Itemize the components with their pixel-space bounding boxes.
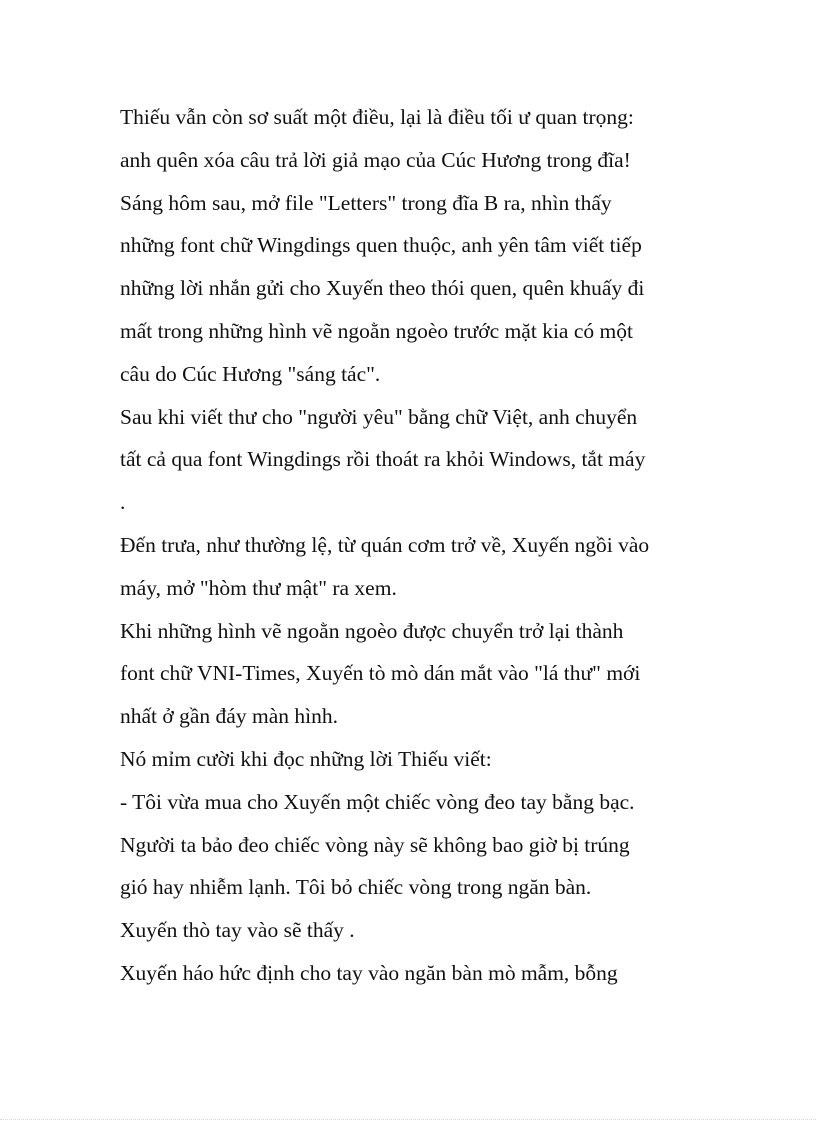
text-line: Nó mỉm cười khi đọc những lời Thiếu viết: [120,746,492,771]
text-line: mất trong những hình vẽ ngoằn ngoèo trước mặt kia có một [120,318,633,343]
text-line: font chữ VNI-Times, Xuyến tò mò dán mắt vào "lá thư" mới [120,661,641,686]
text-line: nhất ở gần đáy màn hình. [120,704,338,729]
text-line: - Tôi vừa mua cho Xuyến một chiếc vòng đeo tay bằng bạc. [120,789,635,814]
text-line: Thiếu vẫn còn sơ suất một điều, lại là điều tối ư quan trọng: [120,105,634,129]
text-line: những lời nhắn gửi cho Xuyến theo thói quen, quên khuấy đi [120,276,645,301]
text-line: Sau khi viết thư cho "người yêu" bằng chữ Việt, anh chuyển [120,404,638,429]
text-line: . [120,490,126,515]
text-line: Người ta bảo đeo chiếc vòng này sẽ không bao giờ bị trúng [120,832,630,857]
text-line: Khi những hình vẽ ngoằn ngoèo được chuyển trở lại thành [120,618,624,643]
text-line: tất cả qua font Wingdings rồi thoát ra khỏi Windows, tắt máy [120,447,646,472]
text-line: Xuyến thò tay vào sẽ thấy . [120,918,355,943]
text-line: Đến trưa, như thường lệ, từ quán cơm trở về, Xuyến ngồi vào [120,532,650,557]
text-line: anh quên xóa câu trả lời giả mạo của Cúc Hương trong đĩa! [120,147,631,172]
text-line: gió hay nhiễm lạnh. Tôi bỏ chiếc vòng trong ngăn bàn. [120,875,592,900]
text-line: những font chữ Wingdings quen thuộc, anh yên tâm viết tiếp [120,233,642,258]
body-text [120,96,720,995]
page-bottom-divider [0,1119,816,1120]
text-line: máy, mở "hòm thư mật" ra xem. [120,575,397,600]
text-line: câu do Cúc Hương "sáng tác". [120,361,381,386]
text-line: Sáng hôm sau, mở file "Letters" trong đĩa B ra, nhìn thấy [120,190,612,215]
text-line: Xuyến háo hức định cho tay vào ngăn bàn mò mẫm, bỗng [120,960,618,985]
